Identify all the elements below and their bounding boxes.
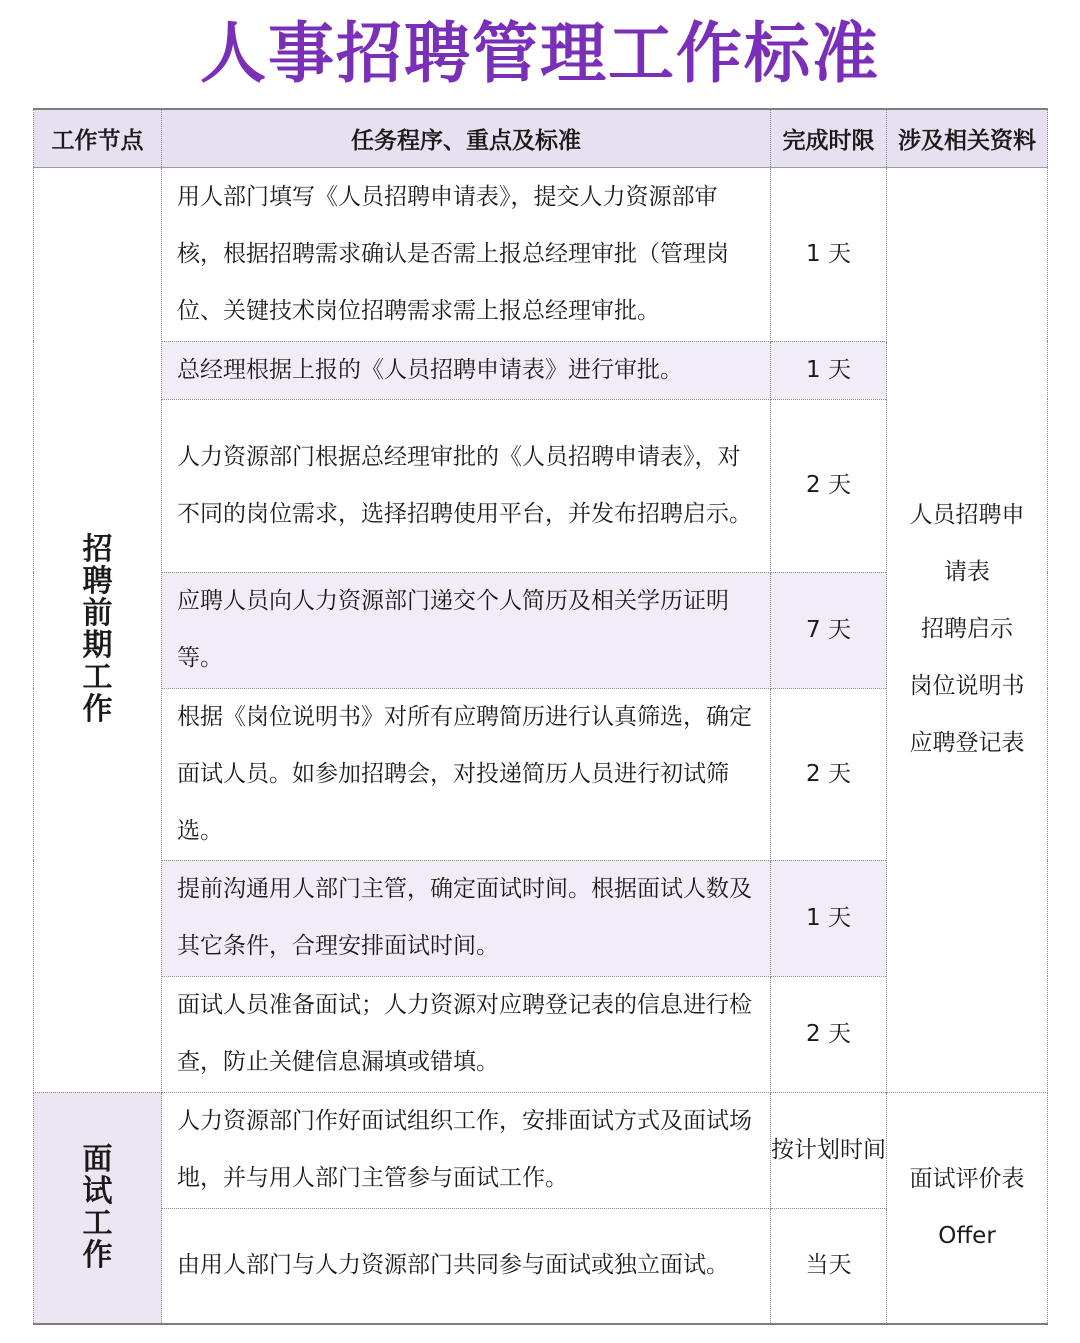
page-title: 人事招聘管理工作标准 bbox=[200, 15, 880, 92]
stage-label: 招聘前期工作 bbox=[82, 531, 113, 727]
recruitment-standard-table bbox=[33, 108, 1048, 1325]
time-cell: 1 天 bbox=[771, 167, 887, 341]
task-cell: 总经理根据上报的《人员招聘申请表》进行审批。 bbox=[162, 341, 771, 399]
table-row bbox=[34, 167, 1048, 341]
doc-item: 请表 bbox=[944, 559, 990, 585]
docs-cell bbox=[887, 167, 1048, 1092]
doc-item: 人员招聘申 bbox=[909, 502, 1025, 528]
header-time: 完成时限 bbox=[771, 109, 887, 167]
stage-cell bbox=[34, 1092, 162, 1324]
header-task: 任务程序、重点及标准 bbox=[162, 109, 771, 167]
header-node: 工作节点 bbox=[34, 109, 162, 167]
task-cell: 由用人部门与人力资源部门共同参与面试或独立面试。 bbox=[162, 1208, 771, 1324]
doc-item: 应聘登记表 bbox=[909, 730, 1025, 756]
time-cell: 1 天 bbox=[771, 341, 887, 399]
task-cell: 根据《岗位说明书》对所有应聘简历进行认真筛选，确定面试人员。如参加招聘会，对投递简历人员进行初试筛选。 bbox=[162, 688, 771, 860]
task-cell: 提前沟通用人部门主管，确定面试时间。根据面试人数及其它条件，合理安排面试时间。 bbox=[162, 860, 771, 976]
time-cell: 2 天 bbox=[771, 976, 887, 1092]
task-cell: 用人部门填写《人员招聘申请表》，提交人力资源部审核，根据招聘需求确认是否需上报总经理审批（管理岗位、关键技术岗位招聘需求需上报总经理审批。 bbox=[162, 167, 771, 341]
time-cell: 按计划时间 bbox=[771, 1092, 887, 1208]
task-cell: 人力资源部门作好面试组织工作，安排面试方式及面试场地，并与用人部门主管参与面试工作。 bbox=[162, 1092, 771, 1208]
header-docs: 涉及相关资料 bbox=[887, 109, 1048, 167]
header-row bbox=[34, 109, 1048, 167]
task-cell: 面试人员准备面试；人力资源对应聘登记表的信息进行检查，防止关健信息漏填或错填。 bbox=[162, 976, 771, 1092]
time-cell: 1 天 bbox=[771, 860, 887, 976]
task-cell: 应聘人员向人力资源部门递交个人简历及相关学历证明等。 bbox=[162, 572, 771, 688]
doc-item: 岗位说明书 bbox=[909, 673, 1025, 699]
task-cell: 人力资源部门根据总经理审批的《人员招聘申请表》，对不同的岗位需求，选择招聘使用平台，并发布招聘启示。 bbox=[162, 399, 771, 572]
stage-label: 面试工作 bbox=[82, 1141, 113, 1273]
doc-item: 招聘启示 bbox=[921, 616, 1013, 642]
time-cell: 当天 bbox=[771, 1208, 887, 1324]
doc-item: Offer bbox=[938, 1222, 996, 1249]
stage-cell bbox=[34, 167, 162, 1092]
docs-cell bbox=[887, 1092, 1048, 1324]
time-cell: 7 天 bbox=[771, 572, 887, 688]
doc-item: 面试评价表 bbox=[909, 1165, 1025, 1192]
table-row bbox=[34, 1092, 1048, 1208]
time-cell: 2 天 bbox=[771, 688, 887, 860]
time-cell: 2 天 bbox=[771, 399, 887, 572]
